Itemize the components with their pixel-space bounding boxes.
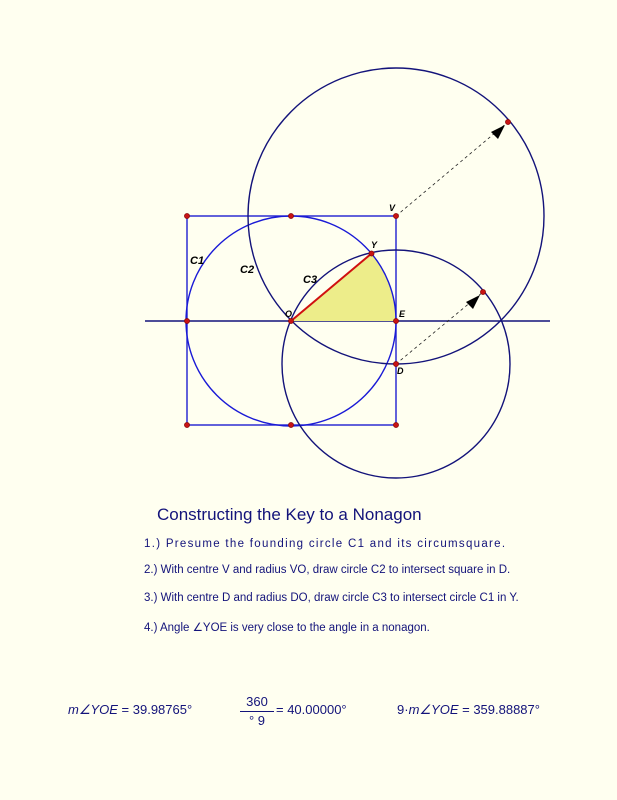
point-e[interactable] <box>393 318 398 323</box>
product-prefix: 9· <box>397 702 409 717</box>
point-o[interactable] <box>288 318 293 323</box>
step-4: 4.) Angle ∠YOE is very close to the angle in a nonagon. <box>144 622 430 634</box>
step-3: 3.) With centre D and radius DO, draw circle C3 to intersect circle C1 in Y. <box>144 592 519 604</box>
point-square-bottom-mid[interactable] <box>288 422 293 427</box>
label-y: Y <box>371 240 378 250</box>
product-measurement[interactable] <box>397 702 540 718</box>
point-v[interactable] <box>393 213 398 218</box>
point-y[interactable] <box>369 251 374 256</box>
point-square-tl[interactable] <box>184 213 189 218</box>
step-2: 2.) With centre V and radius VO, draw circle C2 to intersect square in D. <box>144 564 511 576</box>
product-label: m∠YOE <box>408 702 459 717</box>
point-c2-radius-end[interactable] <box>505 119 510 124</box>
page-title: Constructing the Key to a Nonagon <box>157 505 422 524</box>
point-square-top-mid[interactable] <box>288 213 293 218</box>
step-1: 1.) Presume the founding circle C1 and its circumsquare. <box>144 538 507 550</box>
arrowhead-v <box>491 125 505 139</box>
sector-yoe <box>291 254 396 322</box>
product-value: = 359.88887° <box>458 702 540 717</box>
angle-measurement[interactable] <box>68 702 192 718</box>
angle-measurement-value: = 39.98765° <box>117 702 193 717</box>
label-e: E <box>399 309 406 319</box>
label-o: O <box>285 309 293 319</box>
fraction-calculation[interactable] <box>240 694 274 728</box>
angle-measurement-label: m∠YOE <box>68 702 118 717</box>
arrowhead-d <box>466 295 480 309</box>
point-square-bl[interactable] <box>184 422 189 427</box>
label-v: V <box>389 203 396 213</box>
point-square-br[interactable] <box>393 422 398 427</box>
fraction-denominator: ° 9 <box>248 713 266 728</box>
point-square-left-mid[interactable] <box>184 318 189 323</box>
label-d: D <box>397 366 404 376</box>
label-c3: C3 <box>303 274 318 286</box>
label-c1: C1 <box>190 255 205 267</box>
point-c3-radius-end[interactable] <box>480 289 485 294</box>
label-c2: C2 <box>240 264 255 276</box>
dashed-radius-v <box>396 122 508 216</box>
fraction-numerator: 360 <box>240 694 274 712</box>
fraction-value: = 40.00000° <box>276 702 347 717</box>
